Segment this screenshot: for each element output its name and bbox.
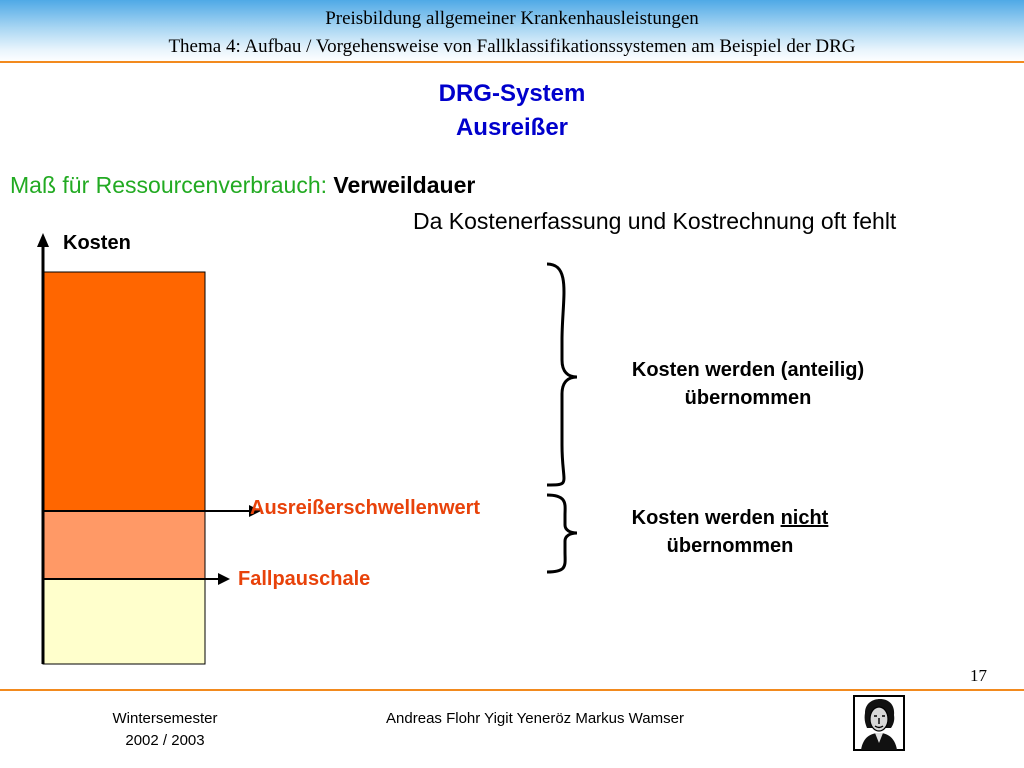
axis-label: Kosten [63, 232, 131, 254]
semester-line-2: 2002 / 2003 [125, 732, 205, 749]
slide-title: DRG-System [438, 80, 586, 107]
page-number: 17 [970, 666, 987, 685]
semester-line-1: Wintersemester [112, 710, 218, 727]
lower-note-prefix: Kosten werden [631, 507, 775, 529]
lower-note-suffix: übernommen [666, 535, 794, 557]
middle-cost-block [43, 511, 205, 579]
lower-cost-block [43, 579, 205, 664]
goethe-portrait-icon [853, 695, 905, 751]
measure-value: Verweildauer [333, 172, 476, 198]
lower-note-emphasis: nicht [780, 507, 829, 529]
base-arrowhead [218, 573, 230, 585]
slide-subtitle: Ausreißer [455, 114, 569, 141]
measure-label: Maß für Ressourcenverbrauch: [10, 172, 328, 198]
lower-note [580, 504, 880, 560]
y-axis-arrowhead [37, 233, 49, 247]
upper-brace [547, 264, 577, 485]
footer-semester [90, 708, 240, 752]
footer-authors: Andreas Flohr Yigit Yeneröz Markus Wamser [386, 710, 684, 727]
threshold-label: Ausreißerschwellenwert [250, 497, 481, 519]
header-line-2: Thema 4: Aufbau / Vorgehensweise von Fallklassifikationssystemen am Beispiel der DRG [168, 36, 856, 57]
upper-note: Kosten werden (anteilig) übernommen [631, 359, 865, 409]
footer-divider [0, 689, 1024, 691]
header-line-1: Preisbildung allgemeiner Krankenhausleistungen [325, 8, 699, 29]
lower-brace [547, 495, 577, 572]
base-flat-rate-label: Fallpauschale [238, 568, 371, 590]
upper-cost-block [43, 272, 205, 511]
measure-reason: Da Kostenerfassung und Kostrechnung oft fehlt [413, 208, 897, 234]
